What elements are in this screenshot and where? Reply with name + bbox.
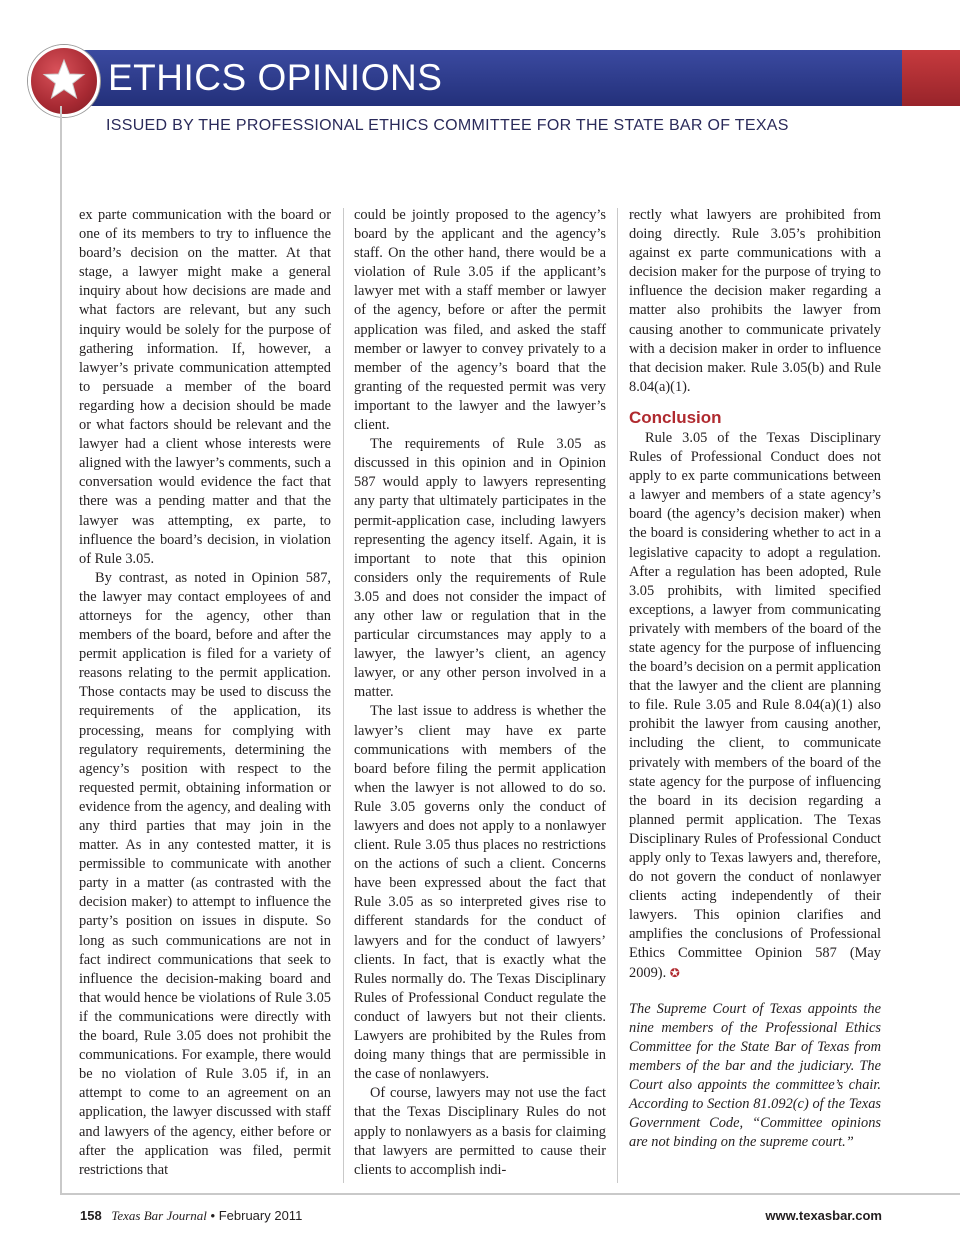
paragraph: ex parte communication with the board or one of its members to try to influence the board’s decision on the matter. At that stage, a lawyer might make a general inquiry about how decisions are made and what factors are relevant, but any such inquiry would be solely for the purpose of gathering information. If, however, a lawyer’s private communication attempted to persuade a member of the board regarding how a decision should be made or what factors should be relevant and the lawyer had a client whose interests were aligned with the lawyer’s comments, such a conversation would evidence the fact that there was a pending matter and that the lawyer was attempting, ex parte, to influence the board’s decision, in violation of Rule 3.05. — [79, 207, 331, 567]
header-banner — [60, 50, 960, 106]
column-2 — [354, 206, 606, 1180]
conclusion-heading: Conclusion — [629, 407, 722, 427]
column-divider — [343, 208, 344, 1183]
end-mark-icon: ✪ — [669, 965, 680, 980]
page-frame-left — [60, 106, 62, 1195]
paragraph: By contrast, as noted in Opinion 587, the lawyer may contact employees of and attorneys for the agency, other than members of the board, before and after the permit application is filed for a variety of reasons relating to the permit application. Those contacts may be used to discuss the requirements of the application, its processing, means for complying with regulatory requirements, determining the agency’s position with respect to the requested permit, obtaining information or evidence from the agency, and dealing with any third parties that may join in the matter. As in any contested matter, it is permissible to communicate with another party in a matter (as contrasted with the decision maker) to attempt to influence the party’s position on issues in dispute. So long as such communications are not in fact indirect communications that seek to influence the decision-making board and that would hence be violations of Rule 3.05 if the communications were directly with the board, Rule 3.05 does not prohibit the communications. For example, there would be no violation of Rule 3.05 if, in an attempt to come to an agreement on an application, the lawyer discussed with staff and lawyers of the agency, either before or after the application was filed, permit restrictions that — [79, 569, 331, 1178]
paragraph: The last issue to address is whether the lawyer’s client may have ex parte communications with members of the board before filing the permit application when the lawyer is not allowed to do so. Rule 3.05 governs only the conduct of lawyers and does not apply to a nonlawyer client. Rule 3.05 thus places no restrictions on the actions of such a client. Concerns have been expressed about the fact that Rule 3.05 as so interpreted gives rise to different standards for the conduct of lawyers and for the conduct of lawyers’ clients. In fact, that is exactly what the Rules normally do. The Texas Disciplinary Rules of Professional Conduct regulate the conduct of lawyers but not their clients. Lawyers are prohibited by the Rules from doing many things that are permissible in the case of nonlawyers. — [354, 703, 606, 1083]
section-title: ETHICS OPINIONS — [108, 57, 443, 98]
footer-separator: • — [210, 1208, 216, 1223]
conclusion-text: Rule 3.05 of the Texas Disciplinary Rules of Professional Conduct does not apply to ex parte communications between a lawyer and members of a state agency’s board (the agency’s decision maker) when the board is considering whether to act in a legislative capacity to adopt a regulation. After a regulation has been adopted, Rule 3.05 prohibits, with limited specified exceptions, a lawyer from communicating privately with members of the board of the state agency for the purpose of influencing the board’s decision on a permit application that the lawyer and the client are planning to file. Rule 3.05 and Rule 8.04(a)(1) also prohibit the lawyer from causing another, including the client, to communicate privately with members of the board of the state agency for the purpose of influencing the board in its decision regarding a planned permit application. The Texas Disciplinary Rules of Professional Conduct apply only to Texas lawyers and, therefore, do not govern the conduct of nonlawyer clients acting independently of their lawyers. This opinion clarifies and amplifies the conclusions of Professional Ethics Committee Opinion 587 (May 2009). — [629, 429, 881, 981]
page-frame-bottom — [60, 1193, 960, 1195]
committee-note: The Supreme Court of Texas appoints the nine members of the Professional Ethics Committee for the State Bar of Texas from members of the bar and the judiciary. The Court also appoints the committee’s chair. According to Section 81.092(c) of the Texas Government Code, “Committee opinions are not binding on the supreme court.” — [629, 1000, 881, 1151]
column-3 — [629, 206, 881, 1152]
paragraph: could be jointly proposed to the agency’s board by the applicant and the agency’s staff. On the other hand, there would be a violation of Rule 3.05 if the applicant’s lawyer met with a staff member or lawyer of the agency, before or after the permit application was filed, and asked the staff member or lawyer to convey privately to a member of the agency’s board that the granting of the requested permit was very important to the lawyer and the lawyer’s client. — [354, 207, 606, 434]
footer-left — [80, 1208, 302, 1224]
paragraph: The requirements of Rule 3.05 as discussed in this opinion and in Opinion 587 would apply to lawyers representing any party that ultimately participates in the permit-application case, including lawyers representing the agency itself. Again, it is important to note that this opinion considers only the requirements of Rule 3.05 and does not consider the impact of any other law or regulation that in the particular circumstances may apply to a lawyer, the lawyer’s client, an agency lawyer, or any other person involved in a matter. — [354, 436, 606, 701]
journal-name: Texas Bar Journal — [111, 1208, 207, 1223]
issue-date: February 2011 — [218, 1208, 303, 1223]
paragraph: rectly what lawyers are prohibited from doing directly. Rule 3.05’s prohibition against ex parte communications with a decision maker for the purpose of trying to influence the decision maker regarding a matter also prohibits the lawyer from causing another to communicate privately with a decision maker in order to influence that decision maker. Rule 3.05(b) and Rule 8.04(a)(1). — [629, 207, 881, 395]
banner-accent — [902, 50, 960, 106]
conclusion-paragraph — [629, 429, 881, 983]
section-subtitle: ISSUED BY THE PROFESSIONAL ETHICS COMMITTEE FOR THE STATE BAR OF TEXAS — [106, 117, 789, 134]
star-icon — [40, 56, 88, 104]
footer-url[interactable]: www.texasbar.com — [765, 1208, 882, 1223]
page-number: 158 — [80, 1208, 102, 1223]
star-badge — [28, 45, 100, 117]
paragraph: Of course, lawyers may not use the fact that the Texas Disciplinary Rules do not apply to nonlawyers as a basis for claiming that lawyers are permitted to cause their clients to accomplish indi- — [354, 1085, 606, 1178]
column-divider — [617, 208, 618, 1183]
column-1 — [79, 206, 331, 1180]
